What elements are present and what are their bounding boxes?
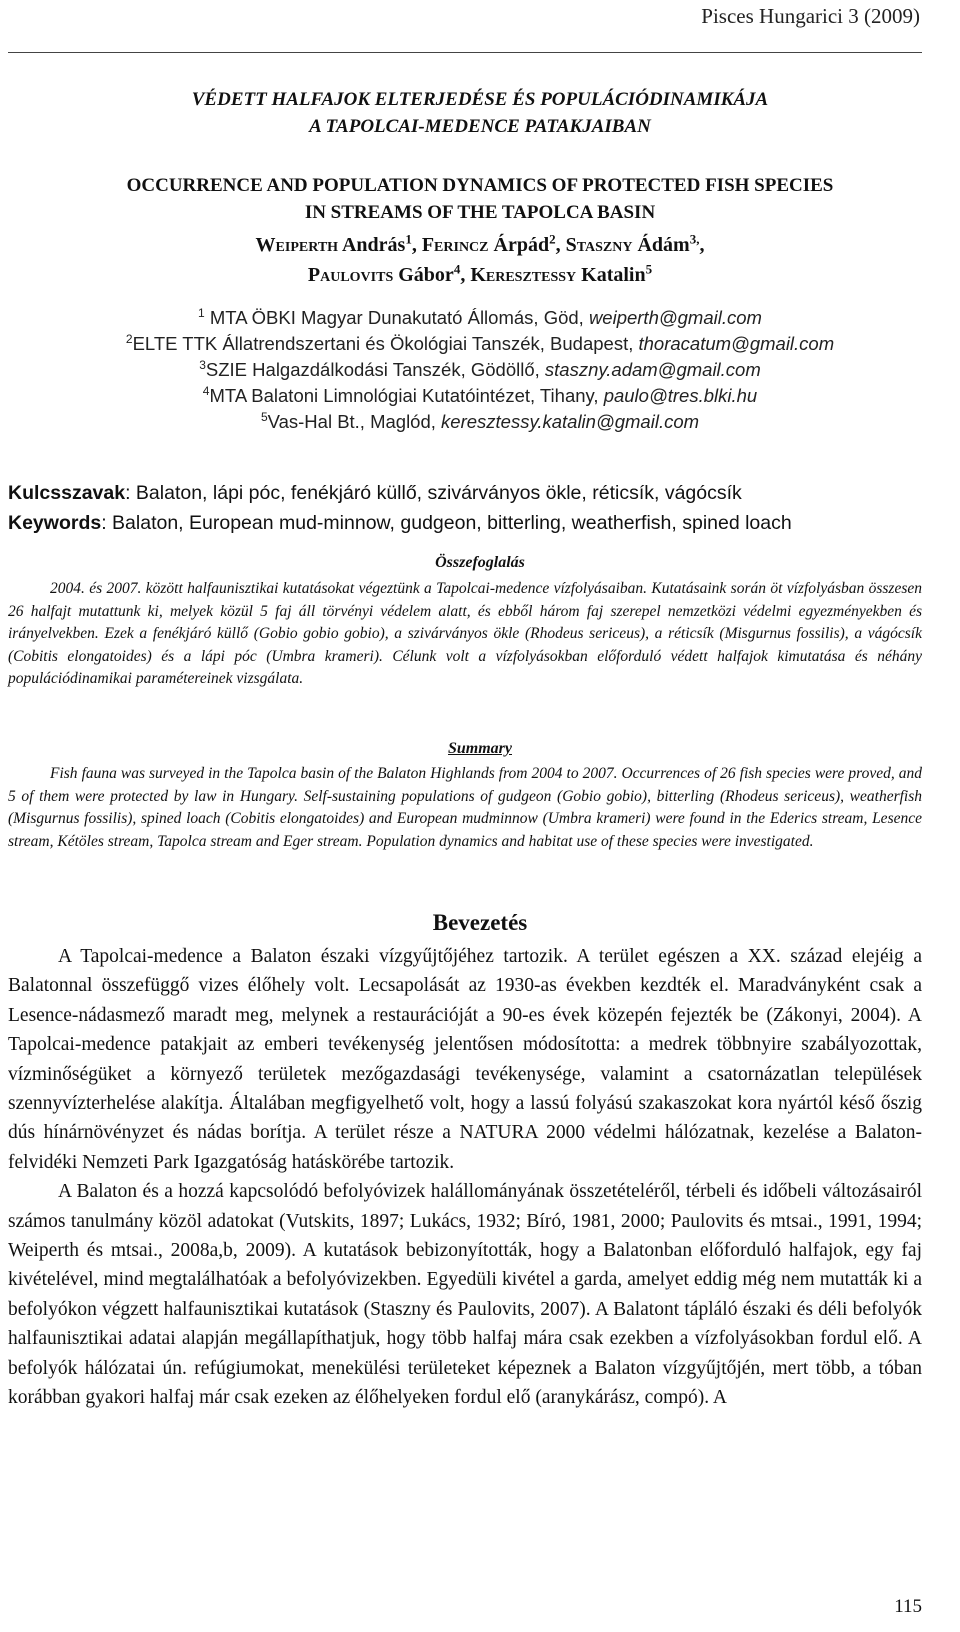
header-rule <box>8 52 922 53</box>
author-sup: 3, <box>689 231 700 247</box>
title-en-line2: IN STREAMS OF THE TAPOLCA BASIN <box>304 202 656 223</box>
paragraph: A Tapolcai-medence a Balaton északi vízgyűjtőjéhez tartozik. A terület egészen a XX. század elejéig a Balatonnal összefüggő vizes élőhely volt. Lecsapolását az 1930-as években kezdték el. Maradványként csak a Lesence-nádasmező maradt meg, melynek a restaurációját a 90-es évek közepén fejezték be (Zákonyi, 2004). A Tapolcai-medence patakjait az emberi tevékenység jelentősen módosította: a medrek többnyire szabályozottak, vízminőségüket a környező területek mezőgazdasági tevékenysége, valamint a csatornázatlan települések szennyvízterhelése alakítja. Általában megfigyelhető volt, hogy a lassú folyású szakaszokat kora nyártól késő őszig dús hínárnövényzet és nádas borítja. A terület része a NATURA 2000 védelmi hálózatnak, kezelése a Balaton-felvidéki Nemzeti Park Igazgatóság hatáskörébe tartozik. <box>8 946 922 1173</box>
introduction-body <box>8 942 922 1413</box>
title-hu-line2: A TAPOLCAI-MEDENCE PATAKJAIBAN <box>309 116 651 137</box>
email-link[interactable]: paulo@tres.blki.hu <box>603 385 758 406</box>
author-sup: 1 <box>405 231 412 247</box>
author-line-1: Weiperth András$^1$, Ferincz Árpád$^2$, Staszny Ádám$^{3,}$, <box>255 231 705 256</box>
email-link[interactable]: keresztessy.katalin@gmail.com <box>441 411 700 432</box>
affiliation: $^1$ MTA ÖBKI Magyar Dunakutató Állomás, Göd, weiperth@gmail.com <box>198 305 762 328</box>
abstract-english <box>8 763 922 853</box>
title-en-line1: OCCURRENCE AND POPULATION DYNAMICS OF PROTECTED FISH SPECIES <box>126 175 834 196</box>
author-given: Ádám <box>637 234 690 256</box>
email-link[interactable]: thoracatum@gmail.com <box>638 333 835 354</box>
email-link[interactable]: staszny.adam@gmail.com <box>544 359 761 380</box>
author-surname: Paulovits <box>307 264 394 286</box>
author-given: Katalin <box>581 264 646 286</box>
affiliation: $^3$SZIE Halgazdálkodási Tanszék, Gödöllő, staszny.adam@gmail.com <box>199 357 761 380</box>
author-given: Gábor <box>398 264 454 286</box>
keywords-english: Keywords: Balaton, European mud-minnow, gudgeon, bitterling, weatherfish, spined loach <box>8 512 792 534</box>
author-surname: Keresztessy <box>470 264 577 286</box>
title-hungarian <box>0 86 960 140</box>
author-list <box>0 230 960 290</box>
paragraph: A Balaton és a hozzá kapcsolódó befolyóvizek halállományának összetételéről, térbeli és időbeli változásairól számos tanulmány közöl adatokat (Vutskits, 1897; Lukács, 1932; Bíró, 1981, 2000; Paulovits és mtsai., 1991, 1994; Weiperth és mtsai., 2008a,b, 2009). A kutatások bebizonyították, hogy a Balatonban előforduló halfajok, egy faj kivételével, mind megtalálhatóak a befolyóvizekben. Egyedüli kivétel a garda, amelyet eddig még nem mutatták ki a befolyókon végzett halfaunisztikai kutatások (Staszny és Paulovits, 2007). A Balatont tápláló északi és déli befolyók halfaunisztikai adatai alapján megállapíthatjuk, hogy több halfaj mára csak ezekben a vízfolyásokban fordul elő. A befolyók hálózatai ún. refúgiumokat, menekülési területeket képeznek a Balaton vízgyűjtőjén, mert több, a tóban korábban gyakori halfaj már csak ezeken az élőhelyeken fordul elő (aranykárász, compó). A <box>8 1181 922 1409</box>
abstract-hu-text: 2004. és 2007. között halfaunisztikai kutatásokat végeztünk a Tapolcai-medence vízfolyásaiban. Kutatásaink során öt vízfolyásban összesen 26 halfajt mutattunk ki, melyek közül 5 faj áll törvényi védelem alatt, és ebből három faj szerepel nemzetközi védelmi egyezményekben és irányelvekben. Ezek a fenékjáró küllő (Gobio gobio gobio), a szivárványos ökle (Rhodeus sericeus), a réticsík (Misgurnus fossilis), a vágócsík (Cobitis elongatoides) és a lápi póc (Umbra krameri). Célunk volt a vízfolyásokban előforduló védett halfajok kimutatása és néhány populációdinamikai paramétereinek vizsgálata. <box>8 580 922 687</box>
affiliation: $^4$MTA Balatoni Limnológiai Kutatóintézet, Tihany, paulo@tres.blki.hu <box>202 383 758 406</box>
title-english <box>0 172 960 226</box>
author-sup: 2 <box>549 231 556 247</box>
author-line-2: Paulovits Gábor$^4$, Keresztessy Katalin$^5$ <box>307 261 653 286</box>
abstract-hungarian <box>8 578 922 691</box>
author-given: András <box>341 234 406 256</box>
author-surname: Staszny <box>565 234 633 256</box>
author-given: Árpád <box>493 234 550 256</box>
affiliation: $^2$ELTE TTK Állatrendszertani és Ökológiai Tanszék, Budapest, thoracatum@gmail.com <box>125 331 835 354</box>
summary-heading: Summary <box>447 740 512 757</box>
affiliation-list <box>0 305 960 435</box>
title-hu-line1: VÉDETT HALFAJOK ELTERJEDÉSE ÉS POPULÁCIÓDINAMIKÁJA <box>191 89 769 110</box>
author-surname: Weiperth <box>255 234 339 256</box>
author-sup: 5 <box>645 261 653 277</box>
abstract-hu-heading: Összefoglalás <box>435 554 525 571</box>
page-number: 115 <box>894 1596 922 1617</box>
keywords-hungarian: Kulcsszavak: Balaton, lápi póc, fenékjáró küllő, szivárványos ökle, réticsík, vágócsík <box>8 482 742 504</box>
keywords-label: Kulcsszavak <box>8 482 126 504</box>
introduction-heading: Bevezetés <box>432 910 528 935</box>
running-head: Pisces Hungarici 3 (2009) <box>701 4 920 28</box>
author-surname: Ferincz <box>421 234 489 256</box>
abstract-en-text: Fish fauna was surveyed in the Tapolca basin of the Balaton Highlands from 2004 to 2007. Occurrences of 26 fish species were proved, and 5 of them were protected by law in Hungary. Self-sustaining populations of gudgeon (Gobio gobio), bitterling (Rhodeus sericeus), weatherfish (Misgurnus fossilis), spined loach (Cobitis elongatoides) and European mudminnow (Umbra krameri) were found in the Ederics stream, Lesence stream, Kétöles stream, Tapolca stream and Eger stream. Population dynamics and habitat use of these species were investigated. <box>8 765 922 850</box>
author-sup: 4 <box>453 261 461 277</box>
email-link[interactable]: weiperth@gmail.com <box>588 307 762 328</box>
keywords-label: Keywords <box>8 512 102 534</box>
affiliation: $^5$Vas-Hal Bt., Maglód, keresztessy.katalin@gmail.com <box>260 409 700 432</box>
